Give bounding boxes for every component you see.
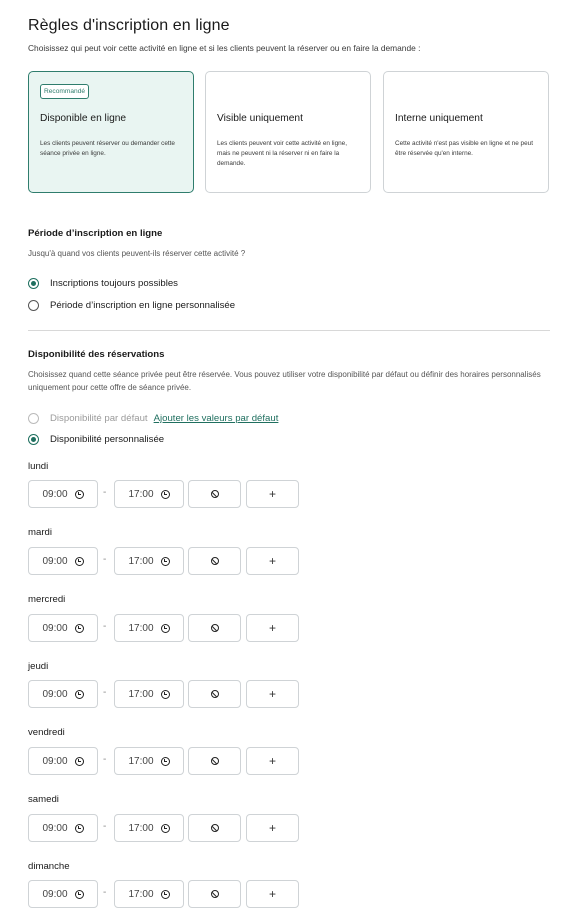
card-visible-only[interactable]	[205, 71, 371, 193]
card-description: Les clients peuvent voir cette activité en ligne, mais ne peuvent ni la réserver ni en faire la demande.	[217, 140, 348, 168]
separator: -	[103, 821, 107, 832]
radio-button[interactable]	[28, 413, 39, 424]
unavailable-button[interactable]	[188, 547, 241, 575]
start-time-input[interactable]	[28, 814, 98, 842]
time-value: 17:00	[128, 488, 154, 500]
unavailable-button[interactable]	[188, 880, 241, 908]
ban-icon	[211, 490, 219, 498]
radio-always-open[interactable]	[28, 278, 178, 289]
separator: -	[103, 621, 107, 632]
radio-button[interactable]	[28, 278, 39, 289]
separator: -	[103, 554, 107, 565]
add-slot-button[interactable]: +	[246, 747, 299, 775]
separator: -	[103, 887, 107, 898]
time-value: 17:00	[128, 622, 154, 634]
separator: -	[103, 687, 107, 698]
radio-default-availability[interactable]	[28, 413, 278, 424]
time-value: 17:00	[128, 822, 154, 834]
clock-icon	[75, 890, 84, 899]
clock-icon	[161, 824, 170, 833]
card-description: Les clients peuvent réserver ou demander cette séance privée en ligne.	[40, 140, 175, 158]
start-time-input[interactable]	[28, 747, 98, 775]
radio-label: Disponibilité par défaut	[50, 413, 148, 424]
end-time-input[interactable]	[114, 680, 184, 708]
day-label: jeudi	[28, 661, 49, 672]
card-description: Cette activité n'est pas visible en ligne et ne peut être réservée qu'en interne.	[395, 140, 533, 158]
time-value: 17:00	[128, 555, 154, 567]
clock-icon	[75, 557, 84, 566]
add-slot-button[interactable]: +	[246, 547, 299, 575]
start-time-input[interactable]	[28, 680, 98, 708]
separator: -	[103, 487, 107, 498]
radio-label: Disponibilité personnalisée	[50, 434, 165, 445]
time-value: 09:00	[42, 755, 68, 767]
start-time-input[interactable]	[28, 880, 98, 908]
radio-label: Inscriptions toujours possibles	[50, 278, 178, 289]
clock-icon	[75, 824, 84, 833]
end-time-input[interactable]	[114, 814, 184, 842]
recommended-badge: Recommandé	[40, 84, 89, 99]
day-label: mercredi	[28, 594, 66, 605]
period-question: Jusqu'à quand vos clients peuvent-ils réserver cette activité ?	[28, 249, 246, 258]
clock-icon	[161, 757, 170, 766]
unavailable-button[interactable]	[188, 680, 241, 708]
time-value: 17:00	[128, 688, 154, 700]
day-label: dimanche	[28, 861, 70, 872]
clock-icon	[75, 490, 84, 499]
clock-icon	[75, 757, 84, 766]
clock-icon	[161, 690, 170, 699]
end-time-input[interactable]	[114, 614, 184, 642]
day-label: mardi	[28, 527, 52, 538]
ban-icon	[211, 557, 219, 565]
intro-text: Choisissez qui peut voir cette activité en ligne et si les clients peuvent la réserver ou en faire la demande :	[28, 43, 421, 53]
add-slot-button[interactable]: +	[246, 614, 299, 642]
end-time-input[interactable]	[114, 747, 184, 775]
unavailable-button[interactable]	[188, 747, 241, 775]
end-time-input[interactable]	[114, 480, 184, 508]
ban-icon	[211, 890, 219, 898]
ban-icon	[211, 624, 219, 632]
radio-button[interactable]	[28, 434, 39, 445]
day-label: lundi	[28, 461, 49, 472]
start-time-input[interactable]	[28, 614, 98, 642]
radio-custom-period[interactable]	[28, 300, 235, 311]
time-value: 09:00	[42, 488, 68, 500]
radio-custom-availability[interactable]	[28, 434, 164, 445]
day-label: samedi	[28, 794, 59, 805]
time-value: 09:00	[42, 688, 68, 700]
clock-icon	[161, 890, 170, 899]
add-slot-button[interactable]: +	[246, 880, 299, 908]
availability-description: Choisissez quand cette séance privée peut être réservée. Vous pouvez utiliser votre disponibilité par défaut ou définir des horaires personnalisés uniquement pour cette offre de séance privée.	[28, 370, 541, 392]
separator: -	[103, 754, 107, 765]
card-title: Interne uniquement	[395, 113, 483, 124]
card-title: Disponible en ligne	[40, 113, 127, 124]
clock-icon	[161, 624, 170, 633]
radio-button[interactable]	[28, 300, 39, 311]
clock-icon	[75, 690, 84, 699]
start-time-input[interactable]	[28, 547, 98, 575]
time-value: 09:00	[42, 555, 68, 567]
period-heading: Période d’inscription en ligne	[28, 228, 163, 239]
time-value: 09:00	[42, 822, 68, 834]
time-value: 17:00	[128, 888, 154, 900]
end-time-input[interactable]	[114, 880, 184, 908]
start-time-input[interactable]	[28, 480, 98, 508]
card-title: Visible uniquement	[217, 113, 303, 124]
unavailable-button[interactable]	[188, 480, 241, 508]
add-slot-button[interactable]: +	[246, 480, 299, 508]
availability-heading: Disponibilité des réservations	[28, 349, 165, 360]
add-defaults-link[interactable]: Ajouter les valeurs par défaut	[153, 413, 279, 424]
ban-icon	[211, 690, 219, 698]
card-internal-only[interactable]	[383, 71, 549, 193]
unavailable-button[interactable]	[188, 814, 241, 842]
divider	[28, 330, 550, 331]
clock-icon	[161, 490, 170, 499]
time-value: 09:00	[42, 888, 68, 900]
day-label: vendredi	[28, 727, 65, 738]
add-slot-button[interactable]: +	[246, 680, 299, 708]
time-value: 17:00	[128, 755, 154, 767]
clock-icon	[161, 557, 170, 566]
unavailable-button[interactable]	[188, 614, 241, 642]
card-available-online[interactable]	[28, 71, 194, 193]
clock-icon	[75, 624, 84, 633]
radio-label: Période d’inscription en ligne personnalisée	[50, 300, 236, 311]
ban-icon	[211, 757, 219, 765]
time-value: 09:00	[42, 622, 68, 634]
end-time-input[interactable]	[114, 547, 184, 575]
ban-icon	[211, 824, 219, 832]
add-slot-button[interactable]: +	[246, 814, 299, 842]
page-title: Règles d'inscription en ligne	[28, 17, 230, 34]
